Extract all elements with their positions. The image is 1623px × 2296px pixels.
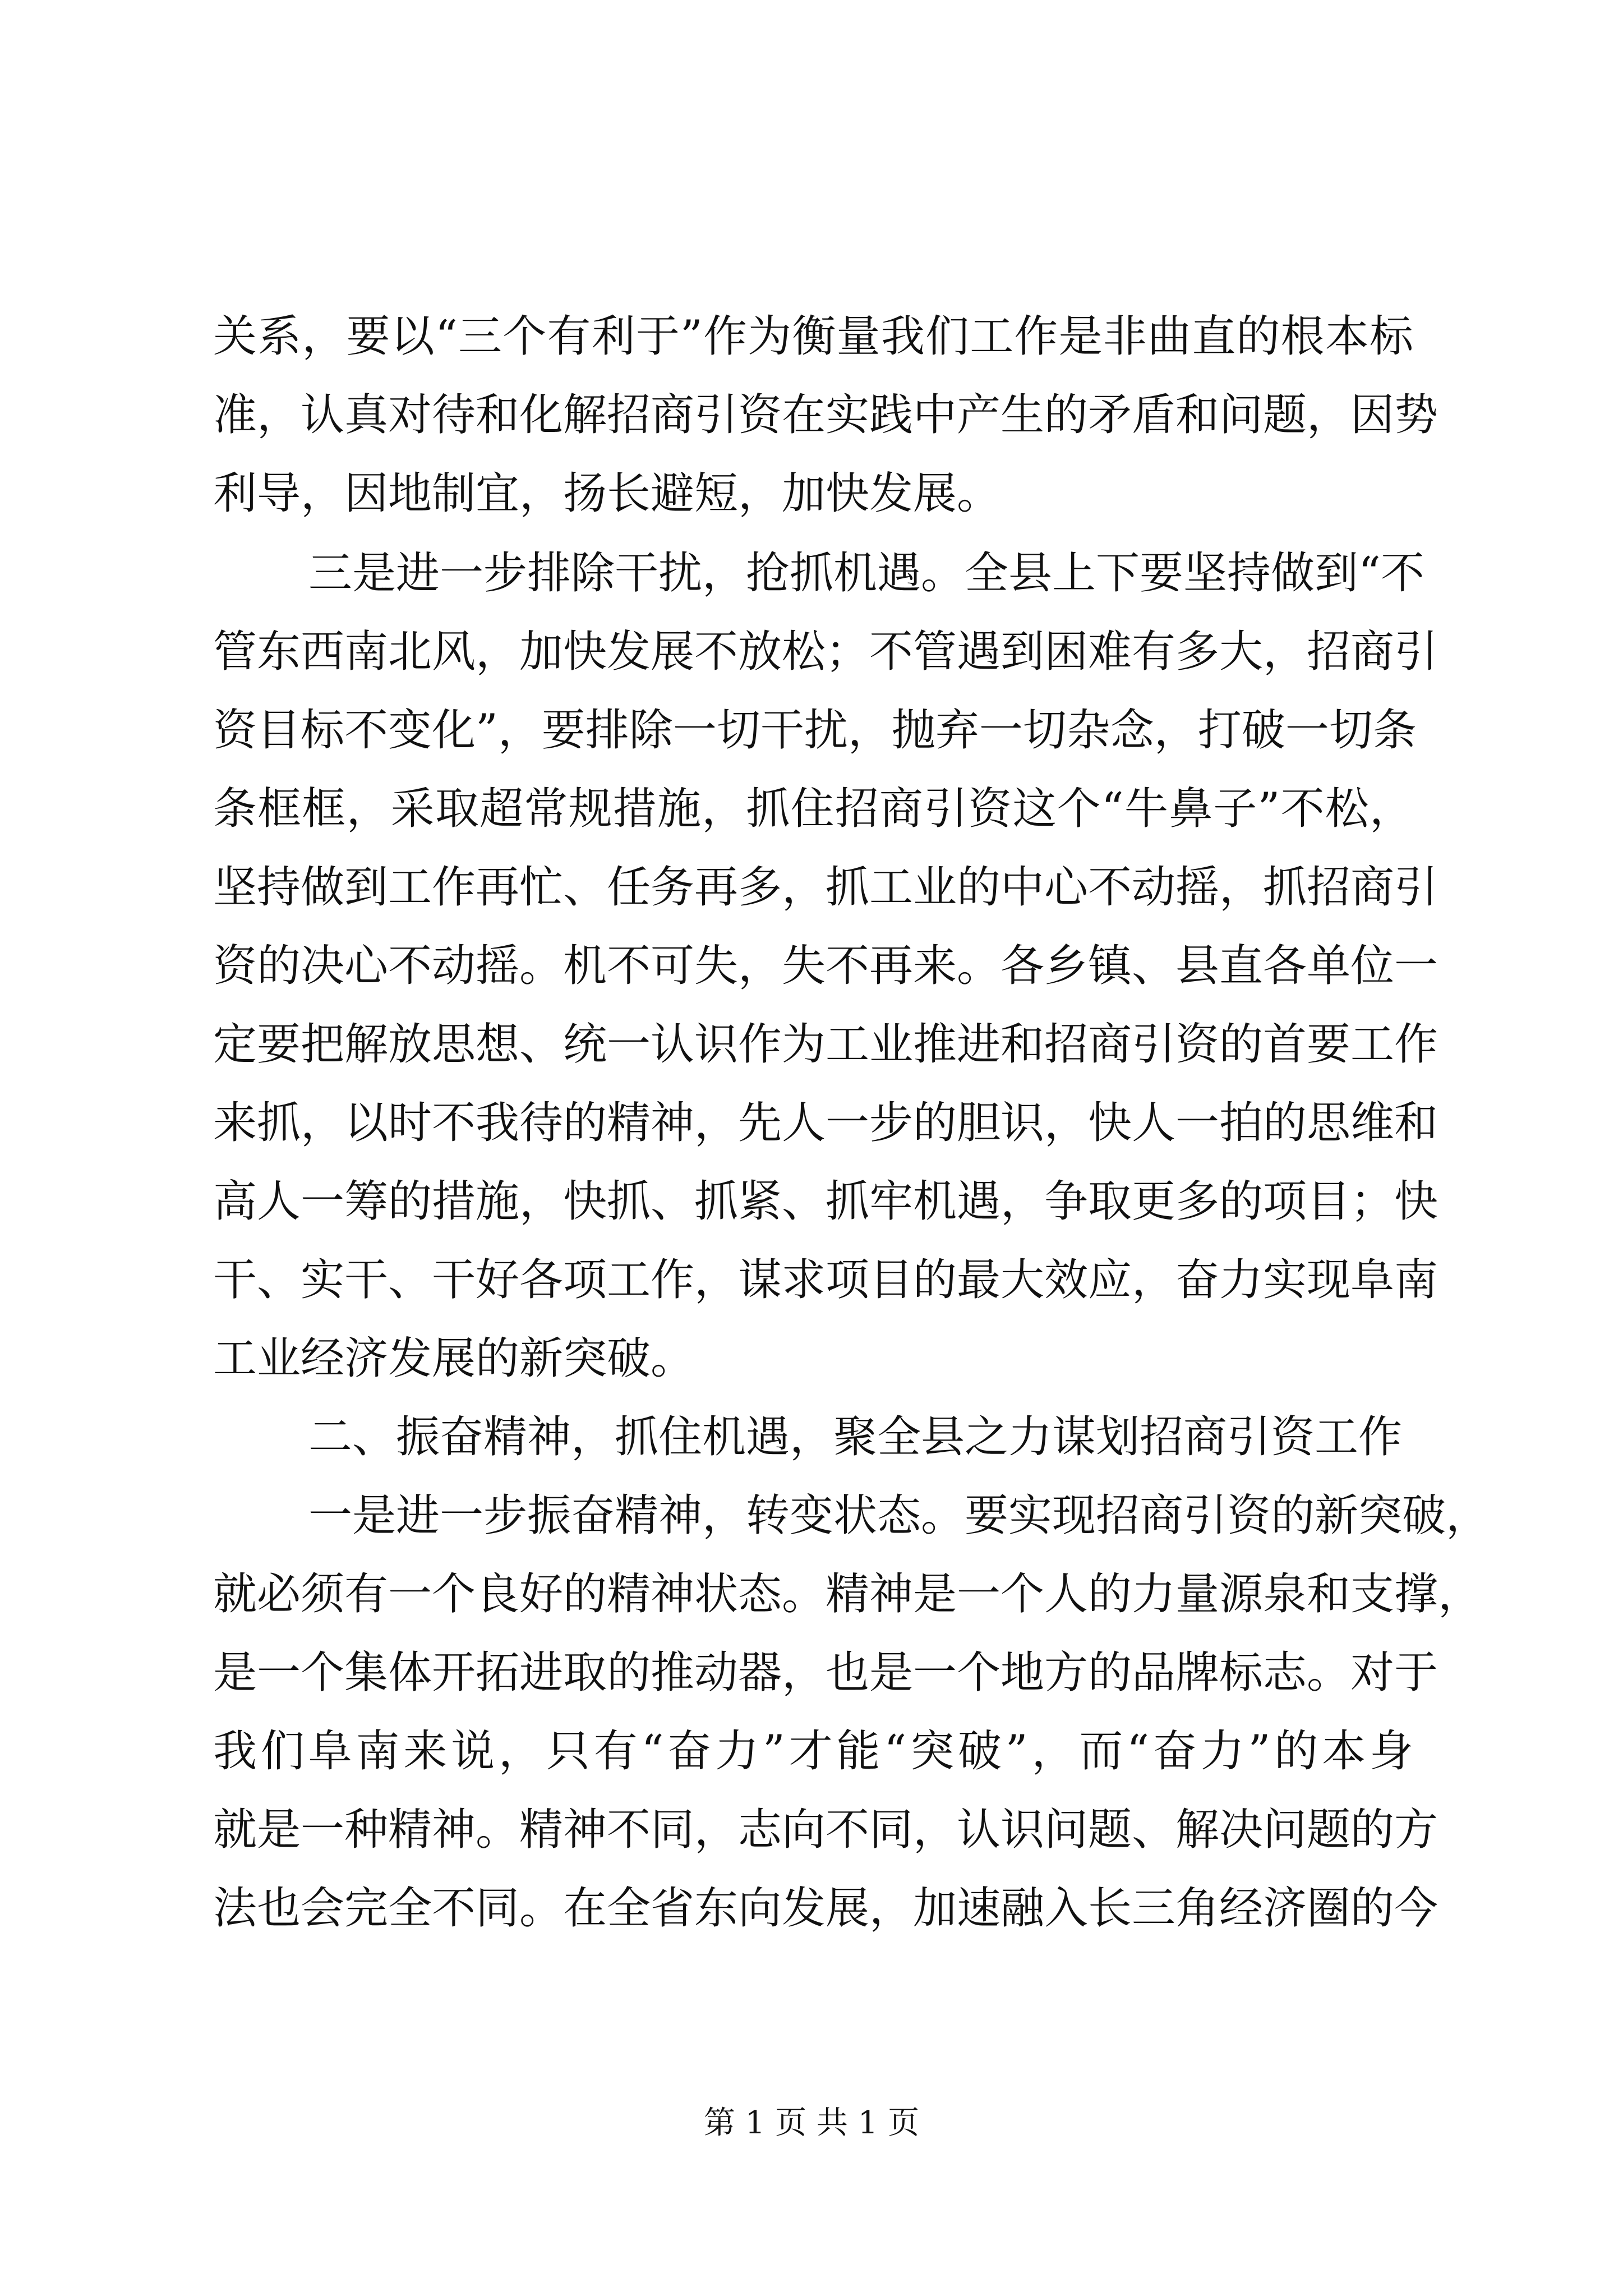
text-line: 法也会完全不同。在全省东向发展，加速融入长三角经济圈的今 [213, 1883, 1438, 1934]
text-line: 坚持做到工作再忙、任务再多，抓工业的中心不动摇，抓招商引 [213, 862, 1438, 913]
page-footer [0, 2101, 1623, 2146]
text-line: 准，认真对待和化解招商引资在实践中产生的矛盾和问题，因势 [213, 390, 1438, 440]
text-line: 资目标不变化”，要排除一切干扰，抛弃一切杂念，打破一切条 [213, 705, 1417, 756]
text-line: 是一个集体开拓进取的推动器，也是一个地方的品牌标志。对于 [213, 1648, 1438, 1698]
text-line: 高人一筹的措施，快抓、抓紧、抓牢机遇，争取更多的项目；快 [213, 1176, 1438, 1227]
text-line: 关系，要以“三个有利于”作为衡量我们工作是非曲直的根本标 [213, 311, 1413, 362]
section-heading: 二、振奋精神，抓住机遇，聚全县之力谋划招商引资工作 [308, 1412, 1403, 1462]
text-line: 定要把解放思想、统一认识作为工业推进和招商引资的首要工作 [213, 1019, 1438, 1070]
text-line: 条框框，采取超常规措施，抓住招商引资这个“牛鼻子”不松， [213, 784, 1413, 834]
text-line: 资的决心不动摇。机不可失，失不再来。各乡镇、县直各单位一 [213, 941, 1438, 991]
paragraph-first-line: 三是进一步排除干扰，抢抓机遇。全县上下要坚持做到“不 [308, 548, 1424, 599]
paragraph-first-line: 一是进一步振奋精神，转变状态。要实现招商引资的新突破， [308, 1490, 1490, 1541]
text-line: 我们阜南来说，只有“奋力”才能“突破”，而“奋力”的本身 [213, 1726, 1413, 1777]
text-line: 干、实干、干好各项工作，谋求项目的最大效应，奋力实现阜南 [213, 1255, 1438, 1305]
text-line: 利导，因地制宜，扬长避短，加快发展。 [213, 468, 1001, 519]
text-line: 就必须有一个良好的精神状态。精神是一个人的力量源泉和支撑， [213, 1569, 1482, 1619]
text-line: 来抓，以时不我待的精神，先人一步的胆识，快人一拍的思维和 [213, 1098, 1438, 1148]
page-number: 第 1 页 共 1 页 [703, 2105, 920, 2141]
text-line: 工业经济发展的新突破。 [213, 1333, 695, 1384]
text-line: 就是一种精神。精神不同，志向不同，认识问题、解决问题的方 [213, 1805, 1438, 1855]
text-line: 管东西南北风，加快发展不放松；不管遇到困难有多大，招商引 [213, 627, 1438, 677]
